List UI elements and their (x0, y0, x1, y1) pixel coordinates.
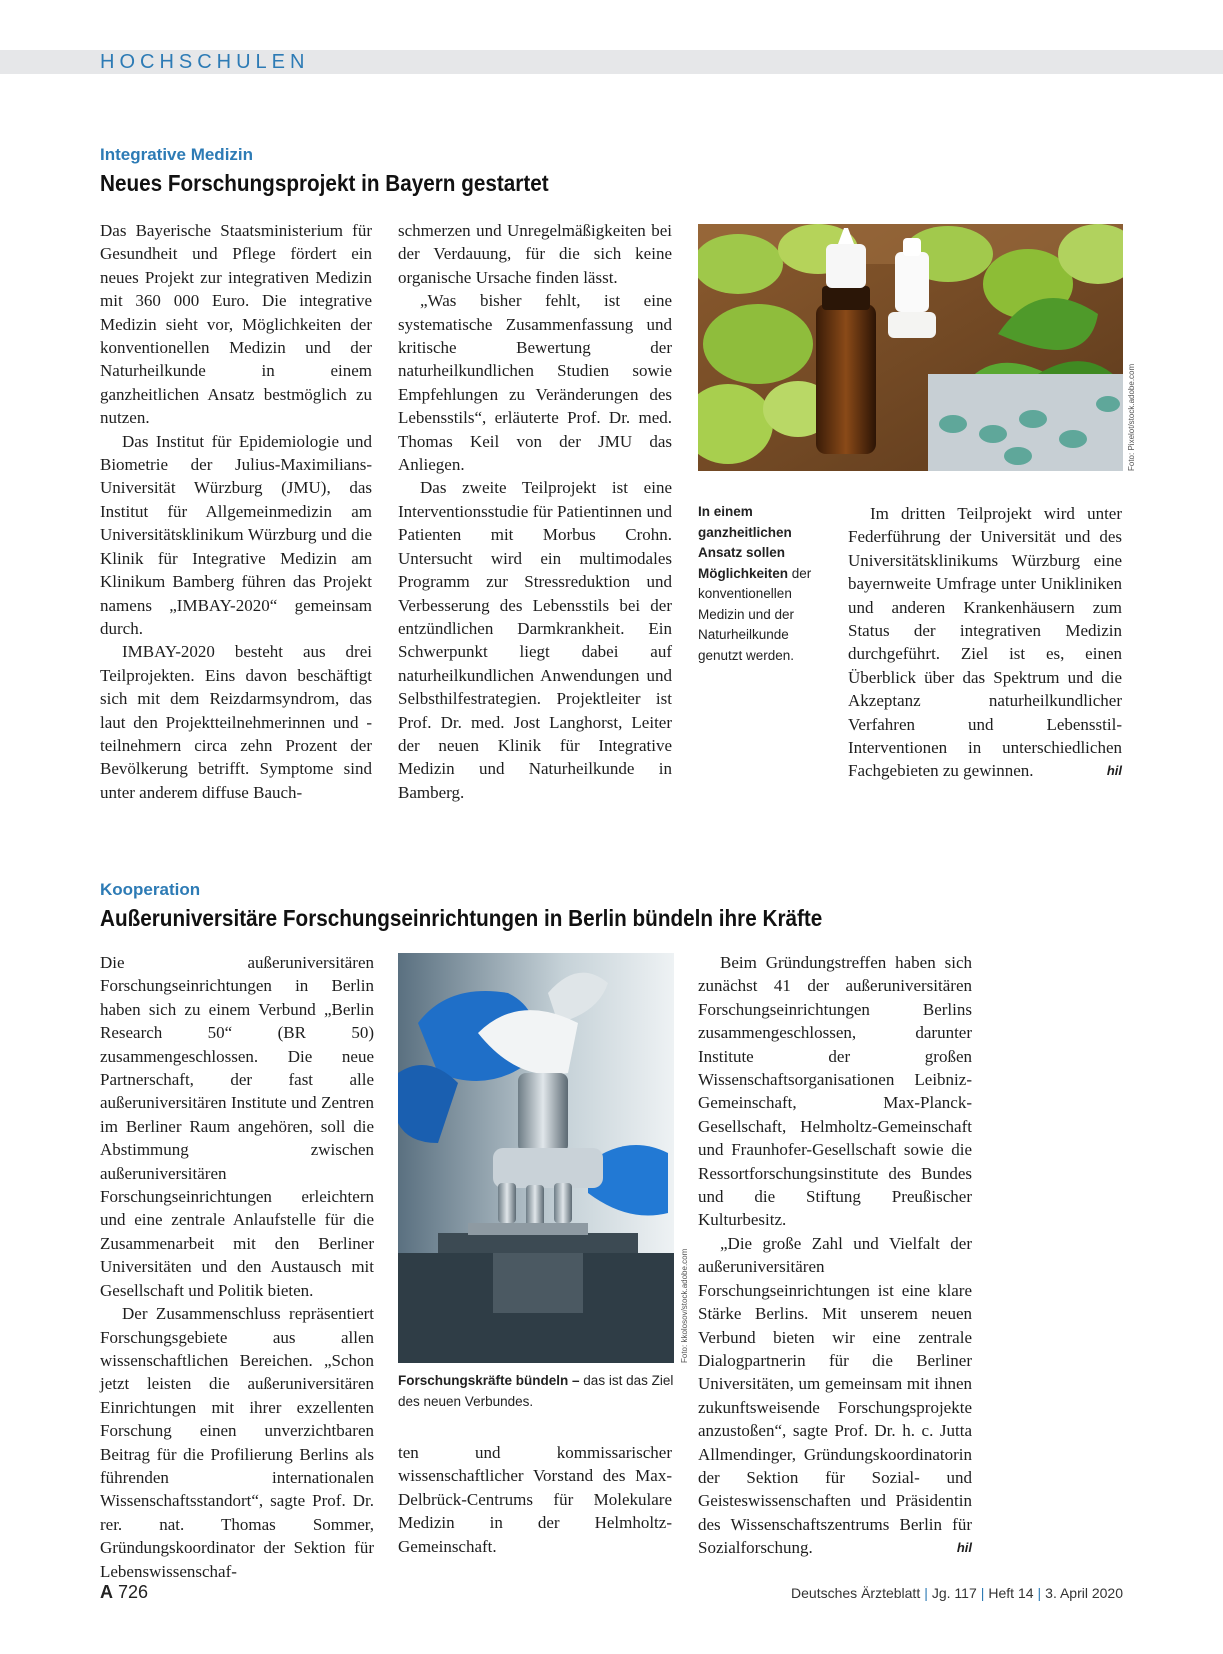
article1-column-1 (100, 219, 372, 804)
microscope-photo (398, 953, 674, 1363)
page-number-value: 726 (118, 1582, 149, 1602)
caption-bold: In einem ganzheitlichen Ansatz sollen Möglichkeiten (698, 504, 792, 581)
caption-text: der konventionellen Medizin und der Naturheilkunde genutzt werden. (698, 565, 812, 663)
article1-headline: Neues Forschungsprojekt in Bayern gestartet (100, 170, 549, 196)
paragraph: Im dritten Teilprojekt wird unter Federführung der Universität und des Universitätsklinikums Würzburg eine bayernweite Umfrage unter Unikliniken und anderen Krankenhäusern zum Status der integrativen Medizin durchgeführt. Ziel ist es, einen Überblick über das Spektrum und die Akzeptanz naturheilkundlicher Verfahren und Lebensstil-Interventionen in unterschiedlichen Fachgebieten zu gewinnen. hil (848, 502, 1122, 783)
journal-footer: Deutsches Ärzteblatt | Jg. 117 | Heft 14 | 3. April 2020 (791, 1585, 1123, 1601)
article2-column-1 (100, 951, 374, 1583)
article1-column-3 (848, 502, 1122, 783)
article1-kicker: Integrative Medizin (100, 145, 254, 164)
article1-column-2 (398, 219, 672, 804)
paragraph: Das Institut für Epidemiologie und Biometrie der Julius-Maximilians-Universität Würzburg (JMU), das Institut für Allgemeinmedizin am Universitätsklinikum Würzburg und die Klinik für Integrative Medizin am Klinikum Bamberg führen das Projekt namens „IMBAY-2020“ gemeinsam durch. (100, 431, 372, 638)
paragraph: ten und kommissarischer wissenschaftlicher Vorstand des Max-Delbrück-Centrums für Molekulare Medizin in der Helmholtz-Gemeinschaft. (398, 1443, 672, 1556)
caption-bold: Forschungskräfte bündeln – (398, 1373, 580, 1388)
article2-photo-credit: Foto: kkolosov/stock.adobe.com (680, 1248, 689, 1363)
article2-column-3 (698, 951, 972, 1560)
article1-photo-credit: Foto: Pixelot/stock.adobe.com (1127, 363, 1136, 471)
paragraph: „Die große Zahl und Vielfalt der außeruniversitären Forschungseinrichtungen ist eine klare Stärke Berlins. Mit unserem neuen Verbund bieten wir eine zentrale Dialogpartnerin für die Berliner Universitäten, um gemeinsam mit ihnen zukunftsweisende Forschungsprojekte anzustoßen“, sagte Prof. Dr. h. c. Jutta Allmendinger, Gründungskoordinatorin der Sektion für Sozial- und Geisteswissenschaften und Präsidentin des Wissenschaftszentrums Berlin für Sozialforschung. hil (698, 1232, 972, 1560)
paragraph: Die außeruniversitären Forschungseinrichtungen in Berlin haben sich zu einem Verbund „Berlin Research 50“ (BR 50) zusammengeschlossen. Die neue Partnerschaft, der fast alle außeruniversitären Institute und Zentren im Berliner Raum angehören, soll die Abstimmung zwischen außeruniversitären Forschungseinrichtungen erleichtern und eine zentrale Anlaufstelle für die Zusammenarbeit mit den Berliner Universitäten und den Austausch mit Gesellschaft und Politik bieten. (100, 953, 374, 1300)
journal-volume: Jg. 117 (931, 1585, 977, 1601)
page-number (100, 1582, 148, 1603)
journal-date: 3. April 2020 (1045, 1585, 1123, 1601)
caption-text: das ist das Ziel des neuen Verbundes. (398, 1373, 674, 1409)
article2-photo-caption (398, 1371, 674, 1412)
article2-headline: Außeruniversitäre Forschungseinrichtungen in Berlin bündeln ihre Kräfte (100, 905, 823, 931)
paragraph: Der Zusammenschluss repräsentiert Forschungsgebiete aus allen wissenschaftlichen Bereichen. „Schon jetzt leisten die außeruniversitären Einrichtungen mit ihrer exzellenten Forschung einen unverzichtbaren Beitrag für die Profilierung Berlins als führenden internationalen Wissenschaftsstandort“, sagte Prof. Dr. rer. nat. Thomas Sommer, Gründungskoordinator der Sektion für Lebenswissenschaf- (100, 1304, 374, 1581)
journal-issue: Heft 14 (988, 1585, 1034, 1601)
article2-signature: hil (956, 1540, 972, 1556)
paragraph: Das zweite Teilprojekt ist eine Interventionsstudie für Patientinnen und Patienten mit Morbus Crohn. Untersucht wird ein multimodales Programm zur Stressreduktion und Verbesserung des Lebensstils bei der entzündlichen Darmkrankheit. Ein Schwerpunkt liegt dabei auf naturheilkundlichen Anwendungen und Selbsthilfestrategien. Projektleiter ist Prof. Dr. med. Jost Langhorst, Leiter der neuen Klinik für Integrative Medizin und Naturheilkunde in Bamberg. (398, 478, 672, 802)
paragraph: Das Bayerische Staatsministerium für Gesundheit und Pflege fördert ein neues Projekt zur integrativen Medizin mit 360 000 Euro. Die integrative Medizin sieht vor, Möglichkeiten der konventionellen Medizin und der Naturheilkunde in einem ganzheitlichen Ansatz bestmöglich zu nutzen. (100, 221, 372, 428)
herbal-medicine-photo (698, 224, 1123, 471)
article1-signature: hil (1106, 763, 1122, 779)
article2-kicker: Kooperation (100, 880, 201, 899)
paragraph: schmerzen und Unregelmäßigkeiten bei der Verdauung, für die sich keine organische Ursache finden lässt. (398, 221, 672, 287)
paragraph: Beim Gründungstreffen haben sich zunächst 41 der außeruniversitären Forschungseinrichtungen Berlins zusammengeschlossen, darunter Institute der großen Wissenschaftsorganisationen Leibniz-Gemeinschaft, Max-Planck-Gesellschaft, Helmholtz-Gemeinschaft und Fraunhofer-Gesellschaft sowie die Ressortforschungsinstitute des Bundes und die Stiftung Preußischer Kulturbesitz. (698, 953, 972, 1230)
paragraph: „Was bisher fehlt, ist eine systematische Zusammenfassung und kritische Bewertung der naturheilkundlichen Studien sowie Empfehlungen zu Veränderungen des Lebensstils“, erläuterte Prof. Dr. med. Thomas Keil von der JMU das Anliegen. (398, 291, 672, 475)
section-label: HOCHSCHULEN (100, 51, 310, 73)
paragraph: IMBAY-2020 besteht aus drei Teilprojekten. Eins davon beschäftigt sich mit dem Reizdarmsyndrom, das laut den Projektteilnehmerinnen und -teilnehmern circa zehn Prozent der Bevölkerung betrifft. Symptome sind unter anderem diffuse Bauch- (100, 642, 372, 802)
page-prefix: A (100, 1582, 113, 1602)
article2-column-2 (398, 1441, 672, 1558)
article1-photo-caption (698, 502, 826, 666)
journal-name: Deutsches Ärzteblatt (791, 1585, 921, 1601)
